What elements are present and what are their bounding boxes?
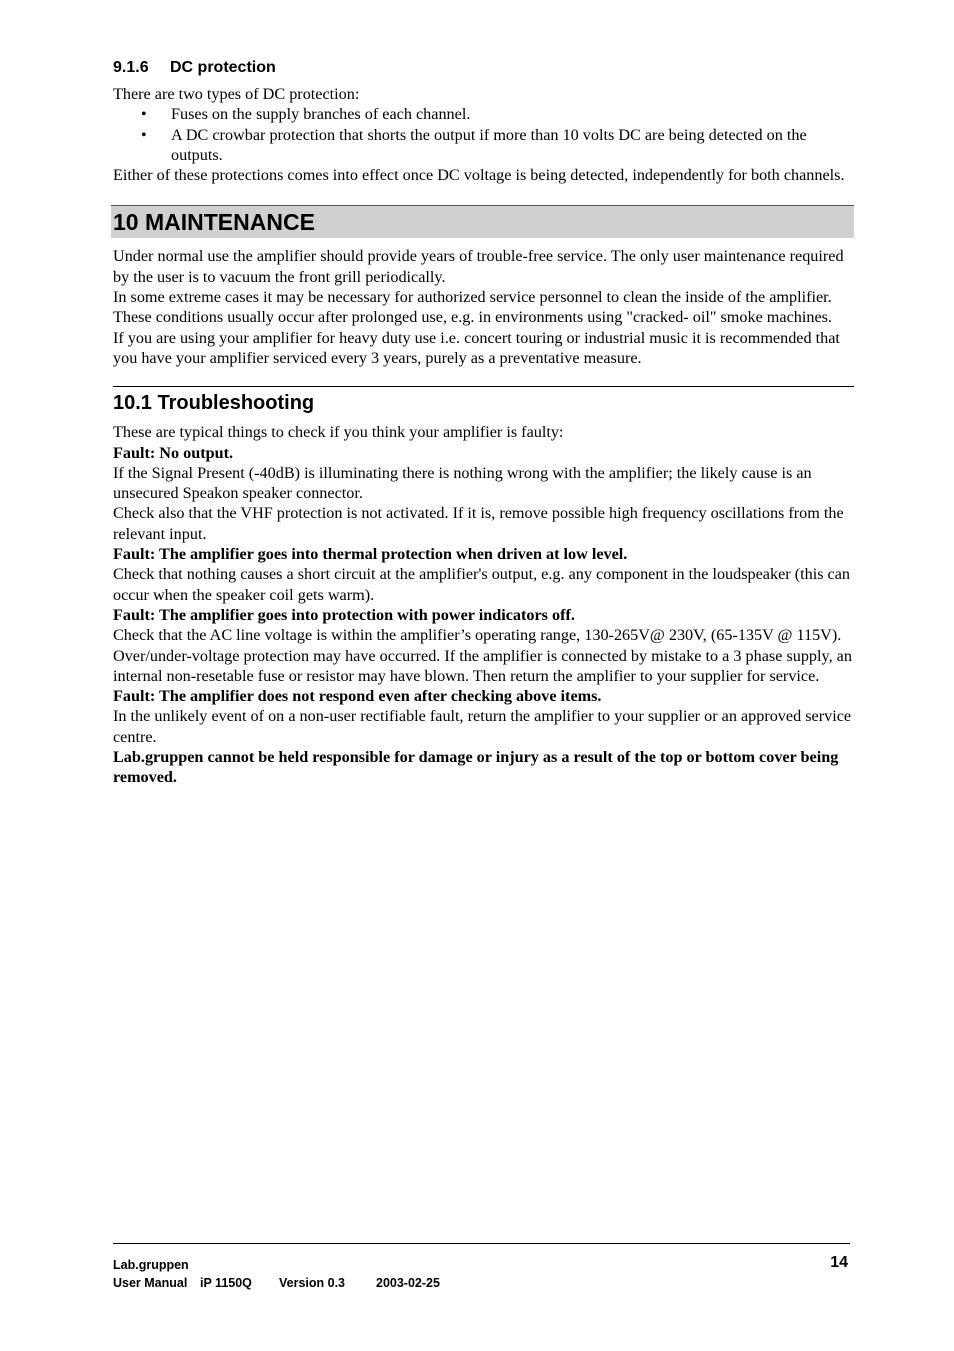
troubleshooting-intro: These are typical things to check if you think your amplifier is faulty:: [113, 423, 564, 442]
fault-heading: Fault: The amplifier goes into protection with power indicators off.: [113, 605, 575, 624]
paragraph: Under normal use the amplifier should provide years of trouble-free service. The only user maintenance required by the user is to vacuum the front grill periodically.: [113, 247, 844, 286]
subsection-title: DC protection: [170, 59, 276, 76]
maintenance-body: [113, 246, 854, 368]
footer-version: Version 0.3: [279, 1276, 346, 1290]
footer-doc-info: [113, 1274, 850, 1292]
page-content: [113, 57, 854, 788]
list-item: • Fuses on the supply branches of each channel.: [141, 105, 471, 124]
troubleshooting-body: [113, 422, 854, 787]
footer-model: iP 1150Q: [200, 1276, 252, 1290]
chapter-heading: 10 MAINTENANCE: [113, 209, 315, 236]
fault-heading: Fault: No output.: [113, 443, 234, 462]
subsection-heading: [113, 57, 854, 79]
fault-heading: Fault: The amplifier does not respond even after checking above items.: [113, 687, 602, 706]
footer-divider: [113, 1243, 850, 1244]
paragraph: In the unlikely event of on a non-user rectifiable fault, return the amplifier to your supplier or an approved service centre.: [113, 707, 852, 746]
paragraph: Check also that the VHF protection is not activated. If it is, remove possible high frequency oscillations from the relevant input.: [113, 504, 844, 543]
chapter-heading-bar: [111, 205, 854, 238]
footer-company: Lab.gruppen: [113, 1258, 189, 1272]
bullet-icon: •: [141, 125, 147, 144]
bullet-icon: •: [141, 105, 147, 124]
paragraph: Check that the AC line voltage is within the amplifier’s operating range, 130-265V@ 230V, (65-135V @ 115V). Over/under-voltage protection may have occurred. If the amplifier is connected by mistake to a 3 phase supply, an internal non-resetable fuse or resistor may have blown. Then return the amplifier to your supplier for service.: [113, 626, 852, 685]
section-heading: 10.1 Troubleshooting: [113, 392, 315, 415]
footer-date: 2003-02-25: [376, 1276, 440, 1290]
fault-heading: Fault: The amplifier goes into thermal protection when driven at low level.: [113, 545, 628, 564]
page-footer: [113, 1256, 850, 1292]
dc-protection-intro: There are two types of DC protection:: [113, 85, 360, 103]
paragraph: If you are using your amplifier for heavy duty use i.e. concert touring or industrial music it is recommended that you have your amplifier serviced every 3 years, purely as a preventative measure.: [113, 328, 840, 367]
dc-protection-closing: Either of these protections comes into effect once DC voltage is being detected, independently for both channels.: [113, 166, 845, 185]
section-divider: [113, 386, 854, 387]
subsection-number: 9.1.6: [113, 59, 149, 76]
paragraph: Check that nothing causes a short circuit at the amplifier's output, e.g. any component in the loudspeaker (this can occur when the speaker coil gets warm).: [113, 565, 850, 604]
paragraph: In some extreme cases it may be necessary for authorized service personnel to clean the inside of the amplifier. These conditions usually occur after prolonged use, e.g. in environments using "cracked- oil" smoke machines.: [113, 288, 832, 327]
footer-doc-type: User Manual: [113, 1276, 188, 1290]
disclaimer: Lab.gruppen cannot be held responsible for damage or injury as a result of the top or bottom cover being removed.: [113, 748, 839, 787]
paragraph: If the Signal Present (-40dB) is illuminating there is nothing wrong with the amplifier; the likely cause is an unsecured Speakon speaker connector.: [113, 463, 812, 503]
page-number: 14: [830, 1254, 848, 1271]
list-item: • A DC crowbar protection that shorts the output if more than 10 volts DC are being detected on the outputs.: [141, 125, 807, 164]
dc-protection-list: [113, 104, 854, 165]
